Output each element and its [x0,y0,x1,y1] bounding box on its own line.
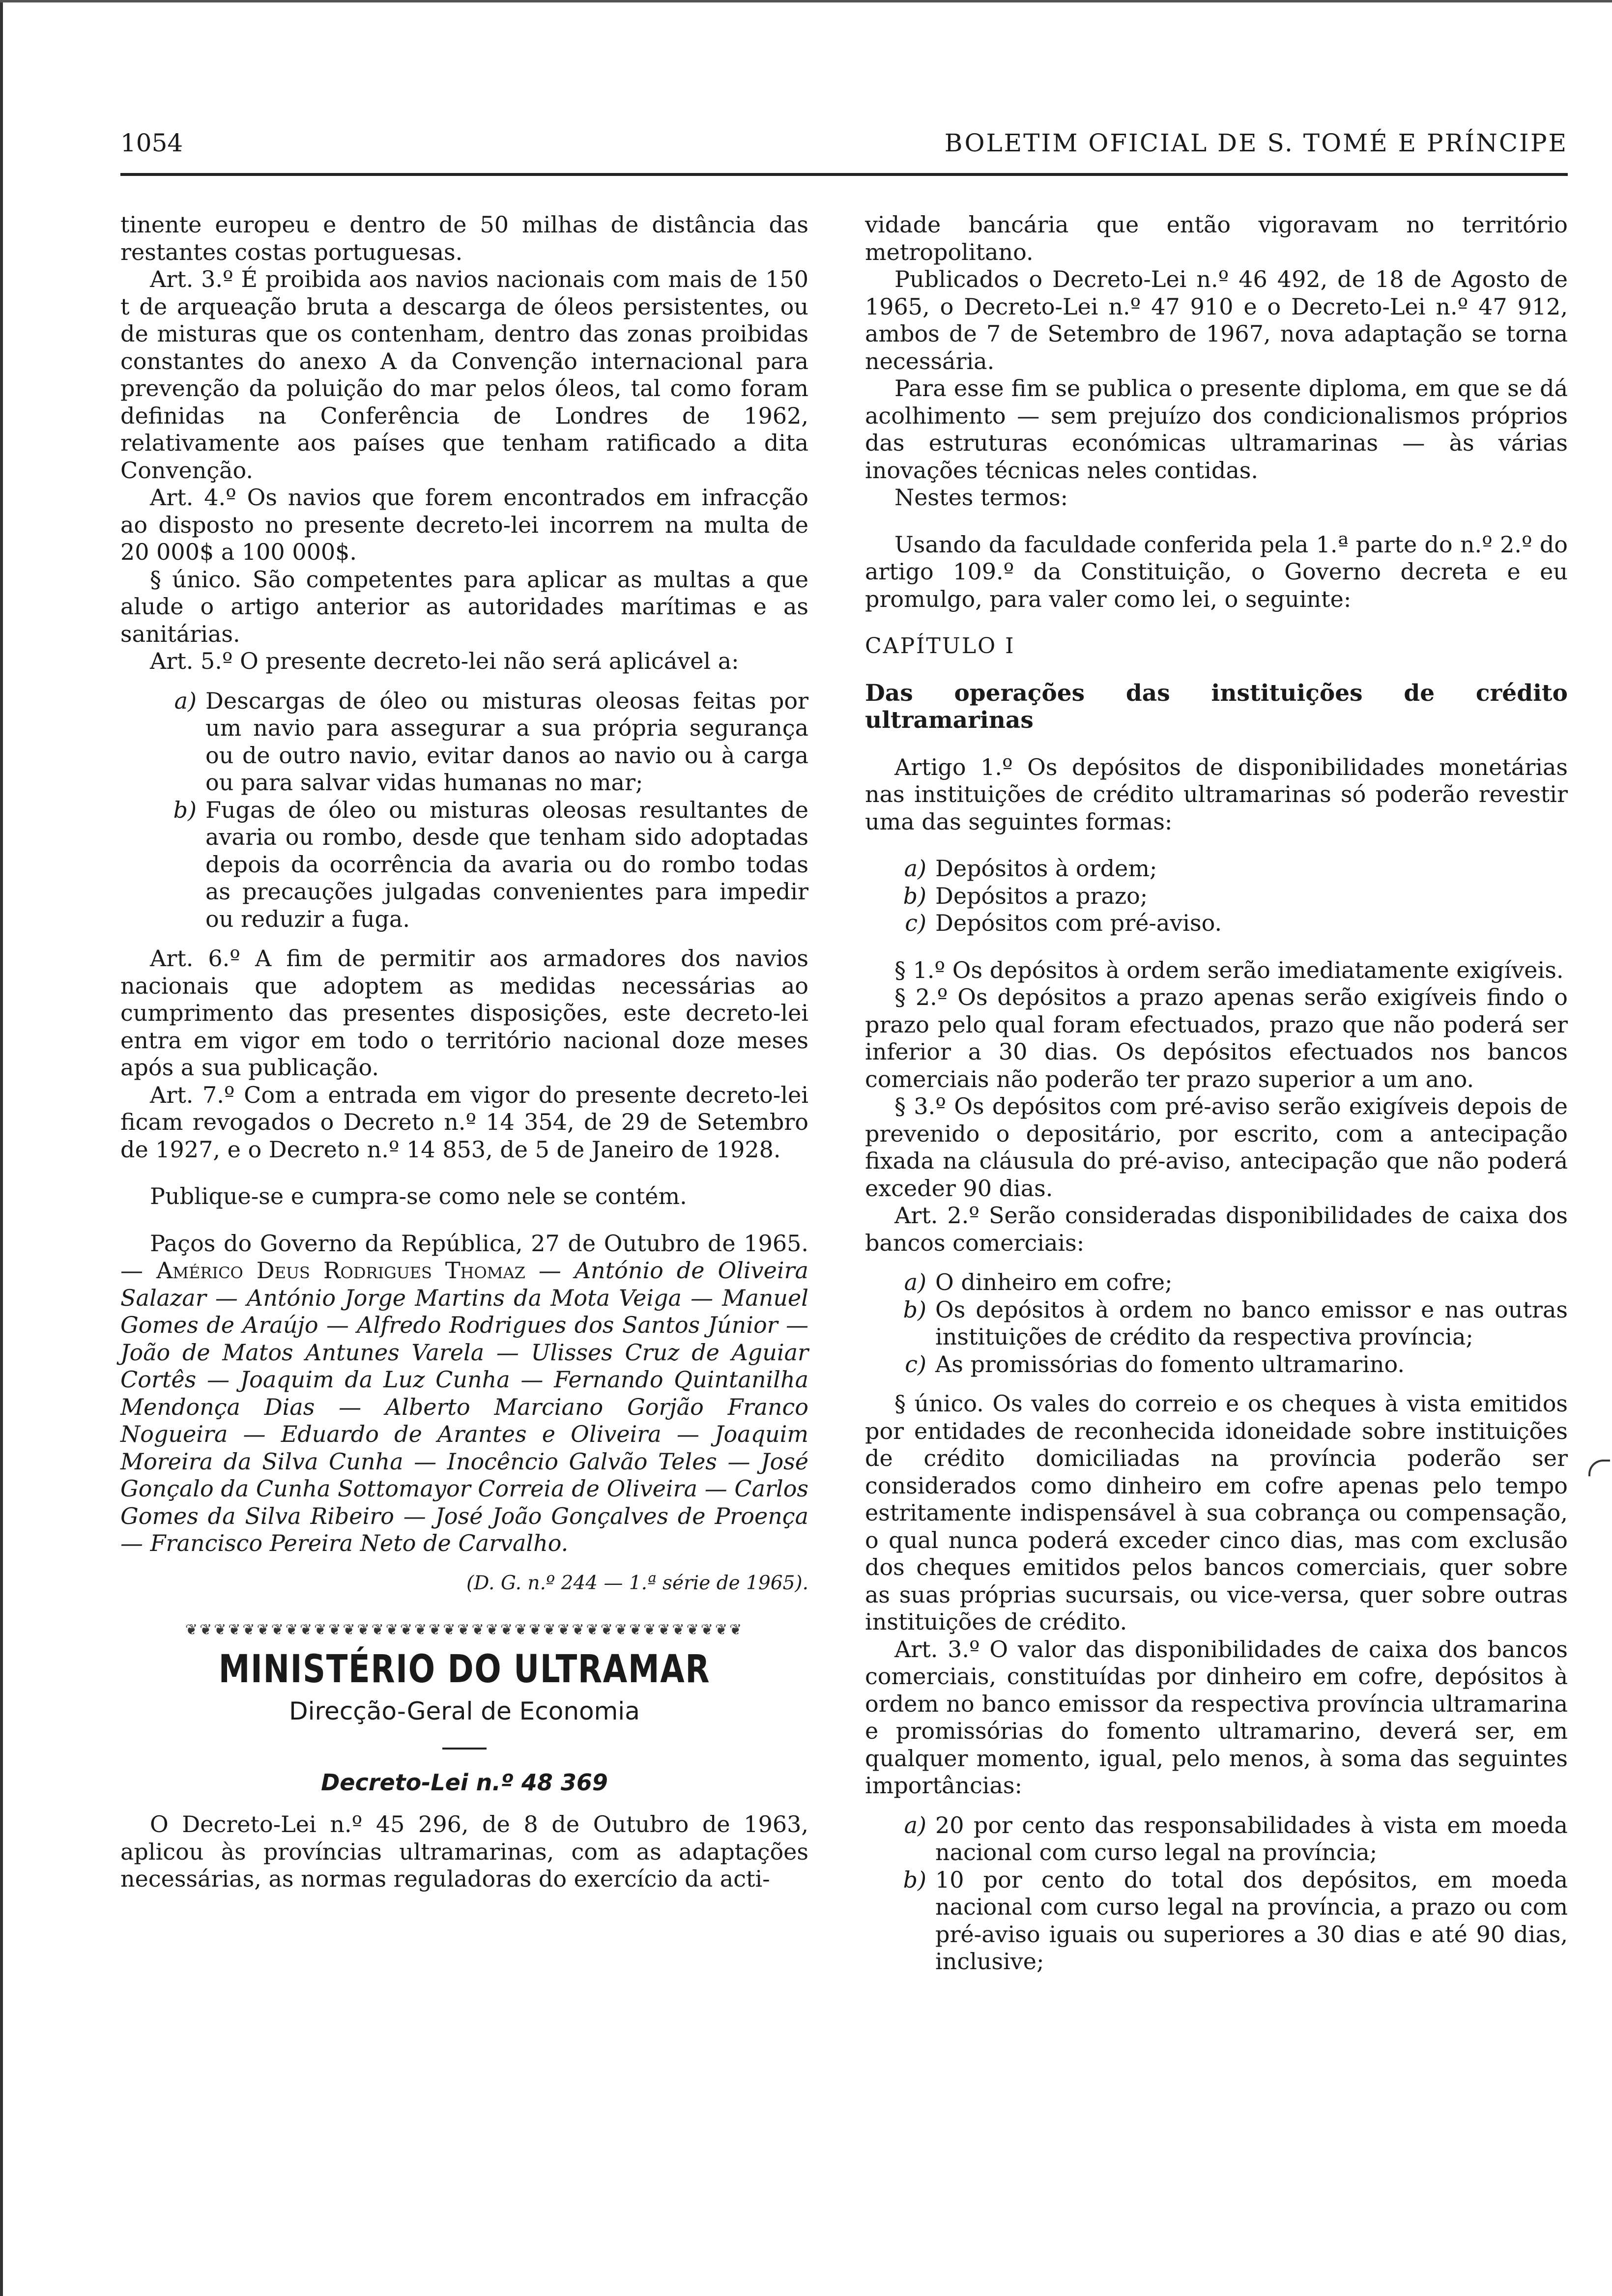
list-item [865,1351,1568,1378]
paragraph-3: § 3.º Os depósitos com pré-aviso serão exigíveis depois de prevenido o depositário, por escrito, com a antecipação fixada na cláusula do pré-aviso, antecipação que não poderá exceder 90 dias. [865,1093,1568,1202]
item-label: b) [173,796,197,823]
paragraph: Publicados o Decreto-Lei n.º 46 492, de 18 de Agosto de 1965, o Decreto-Lei n.º 47 910 e o Decreto-Lei n.º 47 912, ambos de 7 de Setembro de 1967, nova adaptação se torna necessária. [865,266,1568,374]
item-label: b) [903,882,926,909]
right-column [865,211,1568,1976]
article-3: Art. 3.º É proibida aos navios nacionais com mais de 150 t de arqueação bruta a descarga de óleos persistentes, ou de misturas que os contenham, dentro das zonas proibidas constantes do anexo A da Convenção internacional para prevenção da poluição do mar pelos óleos, tal como foram definidas na Conferência de Londres de 1962, relativamente aos países que tenham ratificado a dita Convenção. [120,266,808,484]
list-item [865,1812,1568,1866]
item-label: c) [905,1350,926,1378]
item-text: Os depósitos à ordem no banco emissor e nas outras instituições de crédito da respectiva província; [935,1296,1568,1350]
list-item [865,1296,1568,1351]
list-item [120,688,808,797]
article-4: Art. 4.º Os navios que forem encontrados em infracção ao disposto no presente decreto-lei incorrem na multa de 20 000$ a 100 000$. [120,484,808,565]
signatories: — António de Oliveira Salazar — António Jorge Martins da Mota Veiga — Manuel Gomes de Araújo — Alfredo Rodrigues dos Santos Júnior — João de Matos Antunes Varela — Ulisses Cruz de Aguiar Cortês — Joaquim da Luz Cunha — Fernando Quintanilha Mendonça Dias — Alberto Marciano Gorjão Franco Nogueira — Eduardo de Arantes e Oliveira — Joaquim Moreira da Silva Cunha — Inocêncio Galvão Teles — José Gonçalo da Cunha Sottomayor Correia de Oliveira — Carlos Gomes da Silva Ribeiro — José João Gonçalves de Proença — Francisco Pereira Neto de Carvalho. [120,1257,808,1556]
paragraph: Nestes termos: [894,484,1068,511]
scan-edge-left [0,0,3,2296]
article-3: Art. 3.º O valor das disponibilidades de caixa dos bancos comerciais, constituídas por dinheiro em cofre, depósitos à ordem no banco emissor da respectiva província ultramarina e promissórias do fomento ultramarino, deverá ser, em qualquer momento, igual, pelo menos, à soma das seguintes importâncias: [865,1636,1568,1799]
item-label: a) [904,1269,926,1295]
paragraph-unico: § único. São competentes para aplicar as multas a que alude o artigo anterior as autoridades marítimas e as sanitárias. [120,566,808,647]
item-text: As promissórias do fomento ultramarino. [935,1350,1405,1378]
ornament-divider: ❦❦❦❦❦❦❦❦❦❦❦❦❦❦❦❦❦❦❦❦❦❦❦❦❦❦❦❦❦❦❦❦❦❦❦❦❦❦❦ [185,1621,744,1638]
item-label: a) [904,1811,926,1838]
article-7: Art. 7.º Com a entrada em vigor do presente decreto-lei ficam revogados o Decreto n.º 14 354, de 29 de Setembro de 1927, e o Decreto n.º 14 853, de 5 de Janeiro de 1928. [120,1081,808,1163]
item-label: b) [903,1866,926,1893]
list-item [865,883,1568,910]
decree-title: Decreto-Lei n.º 48 369 [321,1769,608,1796]
ministry-title: MINISTÉRIO DO ULTRAMAR [218,1647,711,1692]
article-5: Art. 5.º O presente decreto-lei não será aplicável a: [150,648,739,674]
item-text: O dinheiro em cofre; [935,1269,1173,1295]
chapter-title: Das operações das instituições de crédito ultramarinas [865,679,1568,734]
item-text: 10 por cento do total dos depósitos, em moeda nacional com curso legal na província, a prazo ou com pré-aviso iguais ou superiores a 30 dias e até 90 dias, inclusive; [935,1866,1568,1975]
paragraph: Para esse fim se publica o presente diploma, em que se dá acolhimento — sem prejuízo dos condicionalismos próprios das estruturas económicas ultramarinas — às várias inovações técnicas neles contidas. [865,375,1568,484]
dg-reference: (D. G. n.º 244 — 1.ª série de 1965). [466,1572,808,1594]
short-rule [442,1748,487,1750]
president-name: Américo Deus Rodrigues Thomaz [156,1257,525,1284]
page-number: 1054 [120,129,183,157]
list-item [120,797,808,933]
page-header [120,129,1568,163]
item-text: Depósitos com pré-aviso. [935,910,1222,936]
article-1: Artigo 1.º Os depósitos de disponibilidades monetárias nas instituições de crédito ultramarinas só poderão revestir uma das seguintes formas: [865,753,1568,835]
directorate-title: Direcção-Geral de Economia [289,1697,640,1725]
item-text: Descargas de óleo ou misturas oleosas feitas por um navio para assegurar a sua própria segurança ou de outro navio, evitar danos ao navio ou à carga ou para salvar vidas humanas no mar; [205,687,808,796]
item-text: 20 por cento das responsabilidades à vista em moeda nacional com curso legal na província; [935,1811,1568,1866]
header-rule [120,173,1568,176]
pacos-text: Paços do Governo da República, 27 de Outubro de 1965. — [120,1230,808,1284]
enacting-clause: Usando da faculdade conferida pela 1.ª parte do n.º 2.º do artigo 109.º da Constituição, o Governo decreta e eu promulgo, para valer como lei, o seguinte: [865,531,1568,612]
journal-title: BOLETIM OFICIAL DE S. TOMÉ E PRÍNCIPE [944,129,1568,157]
item-text: Depósitos à ordem; [935,855,1157,882]
article-2: Art. 2.º Serão consideradas disponibilidades de caixa dos bancos comerciais: [865,1202,1568,1256]
paragraph: vidade bancária que então vigoravam no território metropolitano. [865,211,1568,265]
item-label: a) [174,687,197,714]
item-label: a) [904,855,926,882]
margin-bracket-mark [1588,1460,1610,1476]
item-text: Depósitos a prazo; [935,882,1148,909]
list-item [865,855,1568,883]
chapter-heading: CAPÍTULO I [865,633,1015,659]
item-label: c) [905,910,926,936]
decree-intro: O Decreto-Lei n.º 45 296, de 8 de Outubro de 1963, aplicou às províncias ultramarinas, com as adaptações necessárias, as normas reguladoras do exercício da acti- [120,1811,808,1892]
paragraph-1: § 1.º Os depósitos à ordem serão imediatamente exigíveis. [894,956,1564,983]
list-item [865,910,1568,937]
publique-clause: Publique-se e cumpra-se como nele se contém. [150,1183,687,1209]
article-6: Art. 6.º A fim de permitir aos armadores dos navios nacionais que adoptem as medidas necessárias ao cumprimento das presentes disposições, este decreto-lei entra em vigor em todo o território nacional doze meses após a sua publicação. [120,945,808,1081]
list-item [865,1269,1568,1296]
left-column [120,211,808,1893]
item-text: Fugas de óleo ou misturas oleosas resultantes de avaria ou rombo, desde que tenham sido adoptadas depois da ocorrência da avaria ou do rombo todas as precauções julgadas convenientes para impedir ou reduzir a fuga. [205,796,808,932]
item-label: b) [903,1296,926,1323]
paragraph: tinente europeu e dentro de 50 milhas de distância das restantes costas portuguesas. [120,211,808,265]
paragraph-2: § 2.º Os depósitos a prazo apenas serão exigíveis findo o prazo pelo qual foram efectuados, prazo que não poderá ser inferior a 30 dias. Os depósitos efectuados nos bancos comerciais não poderão ter prazo superior a um ano. [865,984,1568,1092]
paragraph-unico: § único. Os vales do correio e os cheques à vista emitidos por entidades de reconhecida idoneidade sobre instituições de crédito domiciliadas na província poderão ser considerados como dinheiro em cofre apenas pelo tempo estritamente indispensável à sua cobrança ou compensação, o qual nunca poderá exceder cinco dias, mas com exclusão dos cheques emitidos pelos bancos comerciais, quer sobre as suas próprias sucursais, ou vice-versa, quer sobre outras instituições de crédito. [865,1390,1568,1635]
scan-edge-top [0,0,1612,2]
list-item [865,1866,1568,1976]
signature-block [120,1230,808,1557]
